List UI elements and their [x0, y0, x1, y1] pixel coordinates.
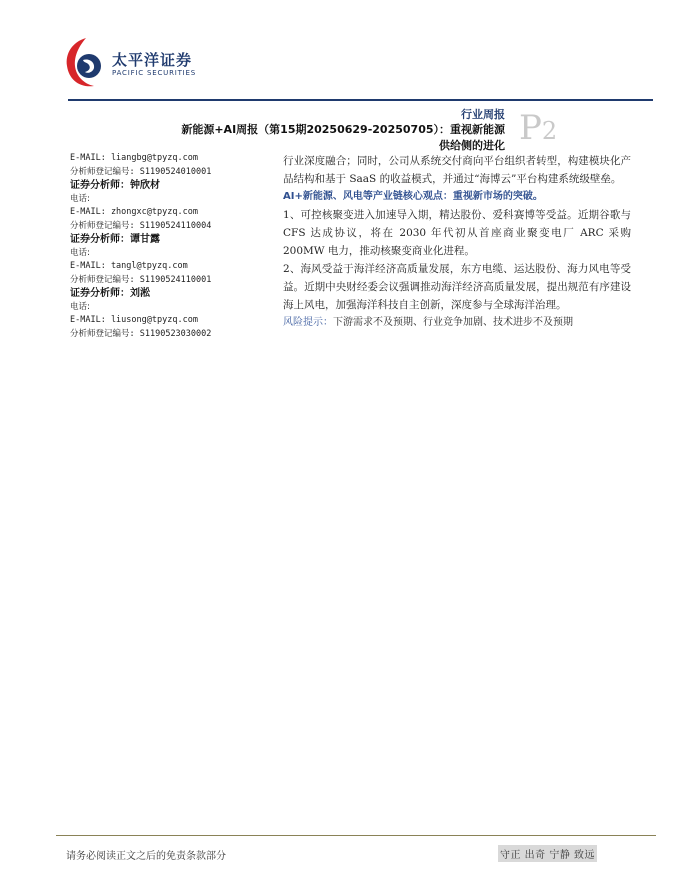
pacific-securities-logo-icon [64, 36, 108, 90]
report-type: 行业周报 [461, 108, 505, 121]
analyst-reg: 分析师登记编号: S1190523030002 [70, 328, 212, 339]
page-number [519, 108, 557, 148]
point-1-paragraph: 1、可控核聚变进入加速导入期，精达股份、爱科赛博等受益。近期谷歌与 CFS 达成协议，将在 2030 年代初从首座商业聚变电厂 ARC 采购 200MW 电力，推动核聚变商业化进程。 [283, 209, 631, 257]
brand-name-cn: 太平洋证券 [112, 51, 193, 69]
risk-text: 下游需求不及预期、行业竞争加剧、技术进步不及预期 [333, 317, 573, 328]
risk-warning [283, 314, 631, 332]
header-divider [68, 99, 653, 101]
analyst-email: E-MAIL: tangl@tpyzq.com [70, 261, 188, 271]
point-2-paragraph: 2、海风受益于海洋经济高质量发展，东方电缆、运达股份、海力风电等受益。近期中央财经委会议强调推动海洋经济高质量发展，提出规范有序建设海上风电，加强海洋科技自主创新，深度参与全球海洋治理。 [283, 263, 631, 311]
analyst-phone: 电话: [70, 301, 90, 312]
analyst-reg: 分析师登记编号: S1190524110004 [70, 220, 212, 231]
risk-label: 风险提示： [283, 317, 333, 328]
report-body [283, 152, 631, 332]
report-title: 新能源+AI周报（第15期20250629-20250705）：重视新能源 [181, 123, 505, 136]
analyst-name: 证券分析师：刘淞 [70, 288, 150, 299]
page-number-value: 2 [541, 117, 558, 145]
analyst-sidebar [70, 152, 270, 341]
footer-divider [56, 835, 656, 836]
report-title-line2: 供给侧的进化 [439, 139, 505, 152]
analyst-email: E-MAIL: zhongxc@tpyzq.com [70, 207, 198, 217]
section-heading: AI+新能源、风电等产业链核心观点：重视新市场的突破。 [283, 191, 543, 202]
company-logo [64, 36, 204, 92]
brand-name-en: PACIFIC SECURITIES [112, 69, 197, 77]
analyst-name: 证券分析师：谭甘露 [70, 234, 160, 245]
analyst-phone: 电话: [70, 193, 90, 204]
page-prefix: P [519, 108, 542, 148]
footer-disclaimer: 请务必阅读正文之后的免责条款部分 [66, 851, 226, 862]
analyst-reg: 分析师登记编号: S1190524010001 [70, 166, 212, 177]
analyst-email: E-MAIL: liangbg@tpyzq.com [70, 153, 198, 163]
analyst-email: E-MAIL: liusong@tpyzq.com [70, 315, 198, 325]
intro-paragraph: 行业深度融合；同时，公司从系统交付商向平台组织者转型，构建模块化产品结构和基于 SaaS 的收益模式，并通过“海博云”平台构建系统级壁垒。 [283, 155, 631, 185]
analyst-name: 证券分析师：钟欣材 [70, 180, 160, 191]
analyst-phone: 电话: [70, 247, 90, 258]
footer-slogan: 守正 出奇 宁静 致远 [498, 845, 597, 862]
analyst-reg: 分析师登记编号: S1190524110001 [70, 274, 212, 285]
